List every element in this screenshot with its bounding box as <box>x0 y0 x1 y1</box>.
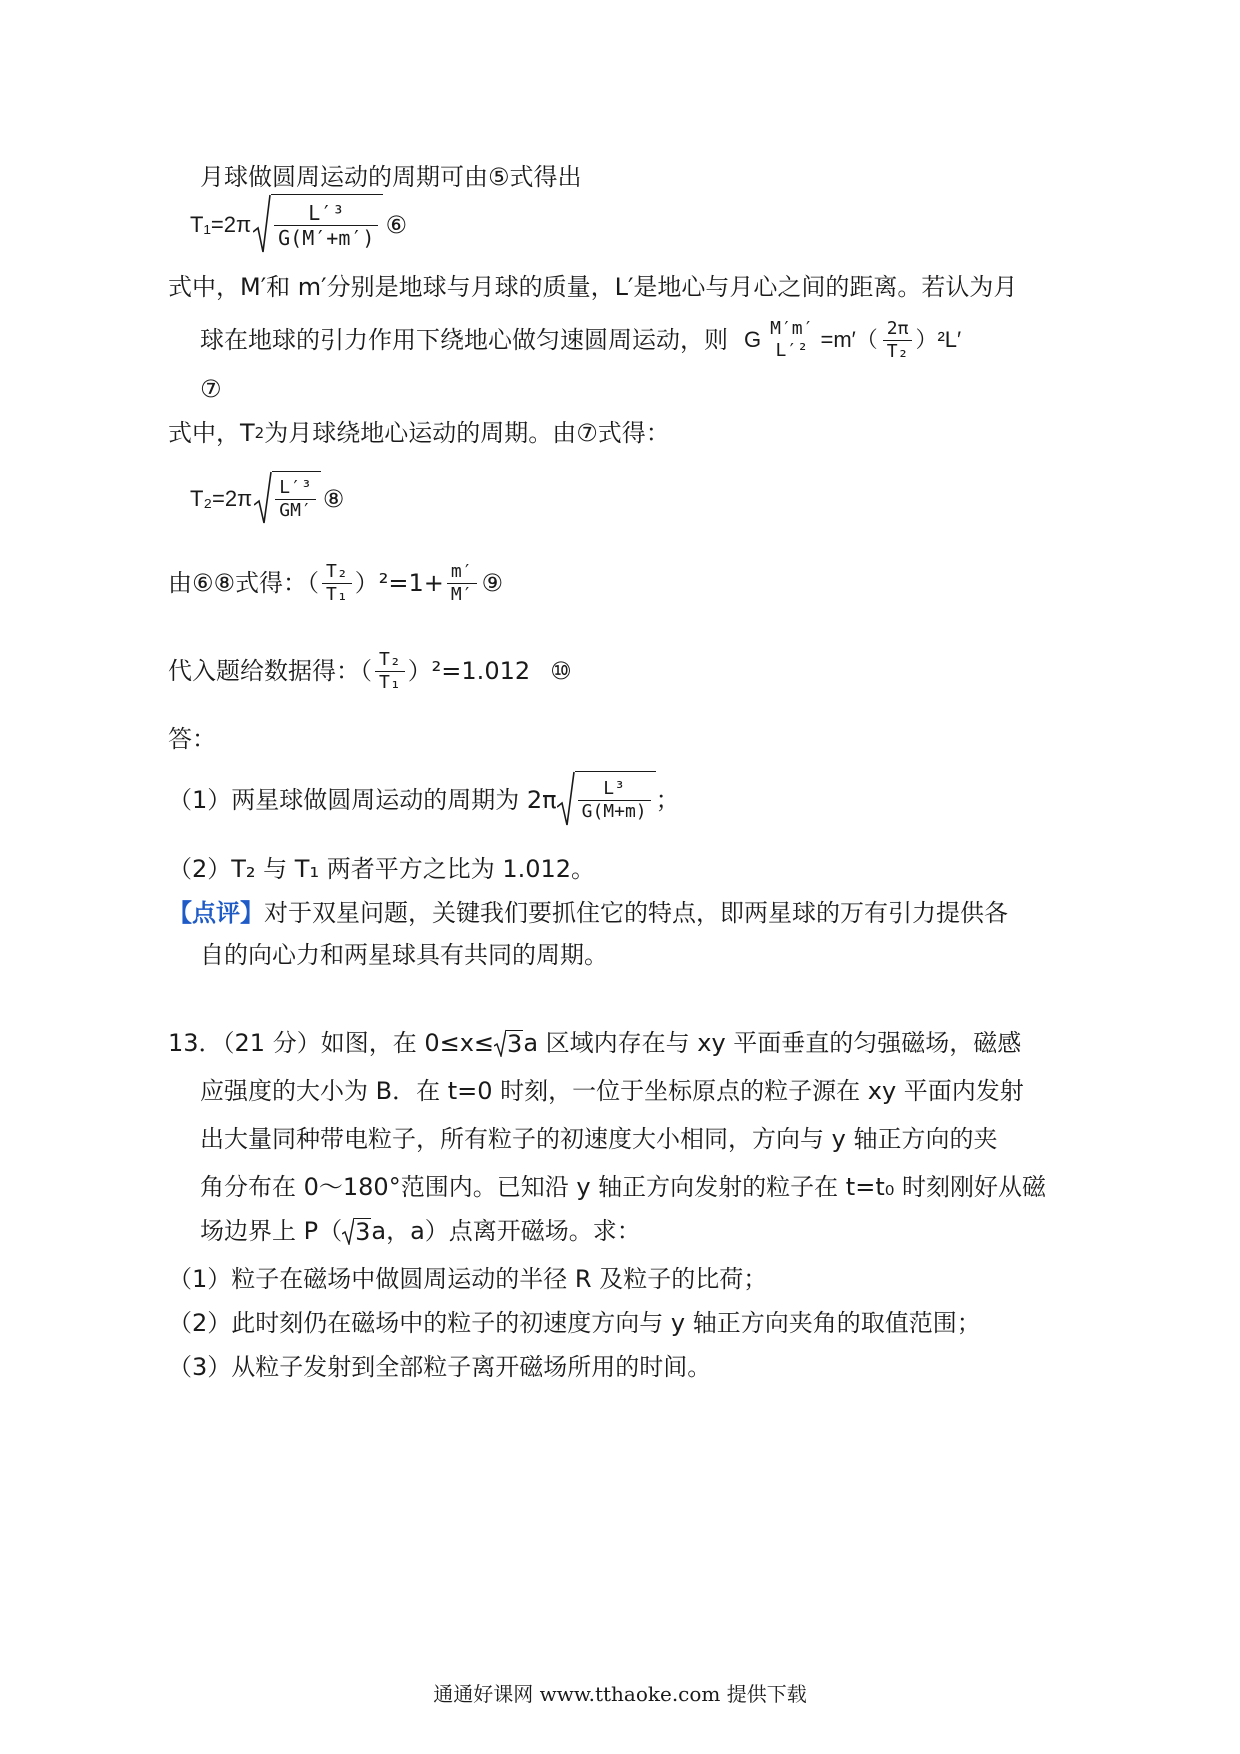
denominator: T₂ <box>883 340 913 363</box>
numerator: L′³ <box>308 201 345 225</box>
text-line <box>200 160 582 194</box>
equation-8 <box>190 468 344 530</box>
radical <box>253 194 383 256</box>
sub-question-3 <box>168 1350 711 1384</box>
numerator: M′m′ <box>770 318 814 339</box>
numerator: T₂ <box>379 648 401 670</box>
review-line <box>200 938 608 972</box>
paragraph-text: 球在地球的引力作用下绕地心做匀速圆周运动，则 <box>200 326 728 354</box>
equation-result: ）²=1.012 <box>407 657 531 685</box>
question-text: 角分布在 0～180°范围内。已知沿 y 轴正方向发射的粒子在 t=t₀ 时刻刚好从磁 <box>200 1173 1046 1201</box>
denominator: T₁ <box>322 583 352 606</box>
equation-g: G <box>744 327 762 352</box>
question-text: 应强度的大小为 B．在 t=0 时刻，一位于坐标原点的粒子源在 xy 平面内发射 <box>200 1077 1024 1105</box>
denominator: T₁ <box>375 671 405 694</box>
numerator: T₂ <box>326 560 348 582</box>
question-text: 13．（21 分）如图，在 0≤x≤ <box>168 1029 495 1057</box>
answer-text: （2）T₂ 与 T₁ 两者平方之比为 1.012。 <box>168 855 596 883</box>
equation-10 <box>168 640 572 702</box>
sub-question-1 <box>168 1262 767 1296</box>
fraction <box>766 318 817 362</box>
radical <box>254 471 321 527</box>
text-line <box>168 416 670 450</box>
review-line <box>168 896 1008 930</box>
answer-text: 答： <box>168 725 216 753</box>
paragraph-text: 为月球绕地心运动的周期。由⑦式得： <box>264 419 670 447</box>
fraction <box>883 318 913 363</box>
question-13-line <box>200 1214 641 1248</box>
answer-prefix: （1）两星球做圆周运动的周期为 2π <box>168 786 557 814</box>
fraction <box>274 201 378 250</box>
radicand: 3 <box>355 1218 371 1246</box>
equation-prefix: 代入题给数据得：（ <box>168 657 372 685</box>
review-text: 对于双星问题，关键我们要抓住它的特点，即两星球的万有引力提供各 <box>264 899 1008 927</box>
paragraph-text: 式中， <box>168 419 240 447</box>
question-13-line <box>168 1026 1021 1060</box>
numerator: L³ <box>603 778 625 799</box>
question-text: 出大量同种带电粒子，所有粒子的初速度大小相同，方向与 y 轴正方向的夹 <box>200 1125 998 1153</box>
fraction <box>375 649 405 694</box>
page-footer: 通通好课网 www.tthaoke.com 提供下载 <box>433 1682 807 1706</box>
equation-lhs: T₁=2π <box>190 212 252 237</box>
numerator: L′³ <box>279 477 312 498</box>
text-line <box>168 270 1017 304</box>
equation-prefix: 由⑥⑧式得：（ <box>168 569 320 597</box>
equation-number: ⑦ <box>200 375 222 403</box>
fraction <box>275 477 316 522</box>
radical <box>557 771 656 829</box>
denominator: M′ <box>447 583 477 606</box>
denominator: G(M+m) <box>578 800 651 823</box>
equation-mid: =m′（ <box>820 327 878 352</box>
equation-6 <box>190 190 407 260</box>
sqrt <box>342 1217 371 1245</box>
denominator: L′² <box>775 340 809 361</box>
question-13-line <box>200 1170 1046 1204</box>
fraction <box>578 778 651 823</box>
equation-9 <box>168 553 503 613</box>
symbol-t: T <box>240 419 255 447</box>
question-13-line <box>200 1074 1024 1108</box>
equation-lhs: T₂=2π <box>190 486 253 511</box>
denominator: G(M′+m′) <box>274 225 378 250</box>
question-13-line <box>200 1122 997 1156</box>
paragraph-text: 月球做圆周运动的周期可由⑤式得出 <box>200 163 582 191</box>
equation-number: ⑧ <box>322 485 345 513</box>
sub-question-2 <box>168 1306 981 1340</box>
answer-2 <box>168 852 595 886</box>
paragraph-text: 式中，M′和 m′分别是地球与月球的质量，L′是地心与月心之间的距离。若认为月 <box>168 273 1018 301</box>
text-line <box>198 372 222 406</box>
question-text: a 区域内存在与 xy 平面垂直的匀强磁场，磁感 <box>523 1029 1022 1057</box>
equation-tail: ）²L′ <box>915 327 962 352</box>
numerator: 2π <box>886 317 909 339</box>
subscript: 2 <box>254 424 265 442</box>
question-text: （2）此时刻仍在磁场中的粒子的初速度方向与 y 轴正方向夹角的取值范围； <box>168 1309 981 1337</box>
answer-label <box>168 722 216 756</box>
answer-suffix: ； <box>655 786 680 814</box>
question-text: a，a）点离开磁场。求： <box>371 1217 641 1245</box>
equation-number: ⑨ <box>481 569 504 597</box>
numerator: m′ <box>450 560 473 582</box>
fraction <box>322 561 352 606</box>
equation-number: ⑥ <box>385 211 407 239</box>
radicand: 3 <box>507 1030 523 1058</box>
text-line <box>200 312 963 368</box>
equation-number: ⑩ <box>550 657 572 685</box>
equation-mid: ）²=1+ <box>354 569 444 597</box>
review-text: 自的向心力和两星球具有共同的周期。 <box>200 941 608 969</box>
fraction <box>447 561 477 606</box>
question-text: （3）从粒子发射到全部粒子离开磁场所用的时间。 <box>168 1353 712 1381</box>
denominator: GM′ <box>275 499 316 522</box>
answer-1 <box>168 768 680 832</box>
sqrt <box>494 1029 523 1057</box>
review-tag: 【点评】 <box>168 899 264 927</box>
question-text: （1）粒子在磁场中做圆周运动的半径 R 及粒子的比荷； <box>168 1265 768 1293</box>
question-text: 场边界上 P（ <box>200 1217 343 1245</box>
